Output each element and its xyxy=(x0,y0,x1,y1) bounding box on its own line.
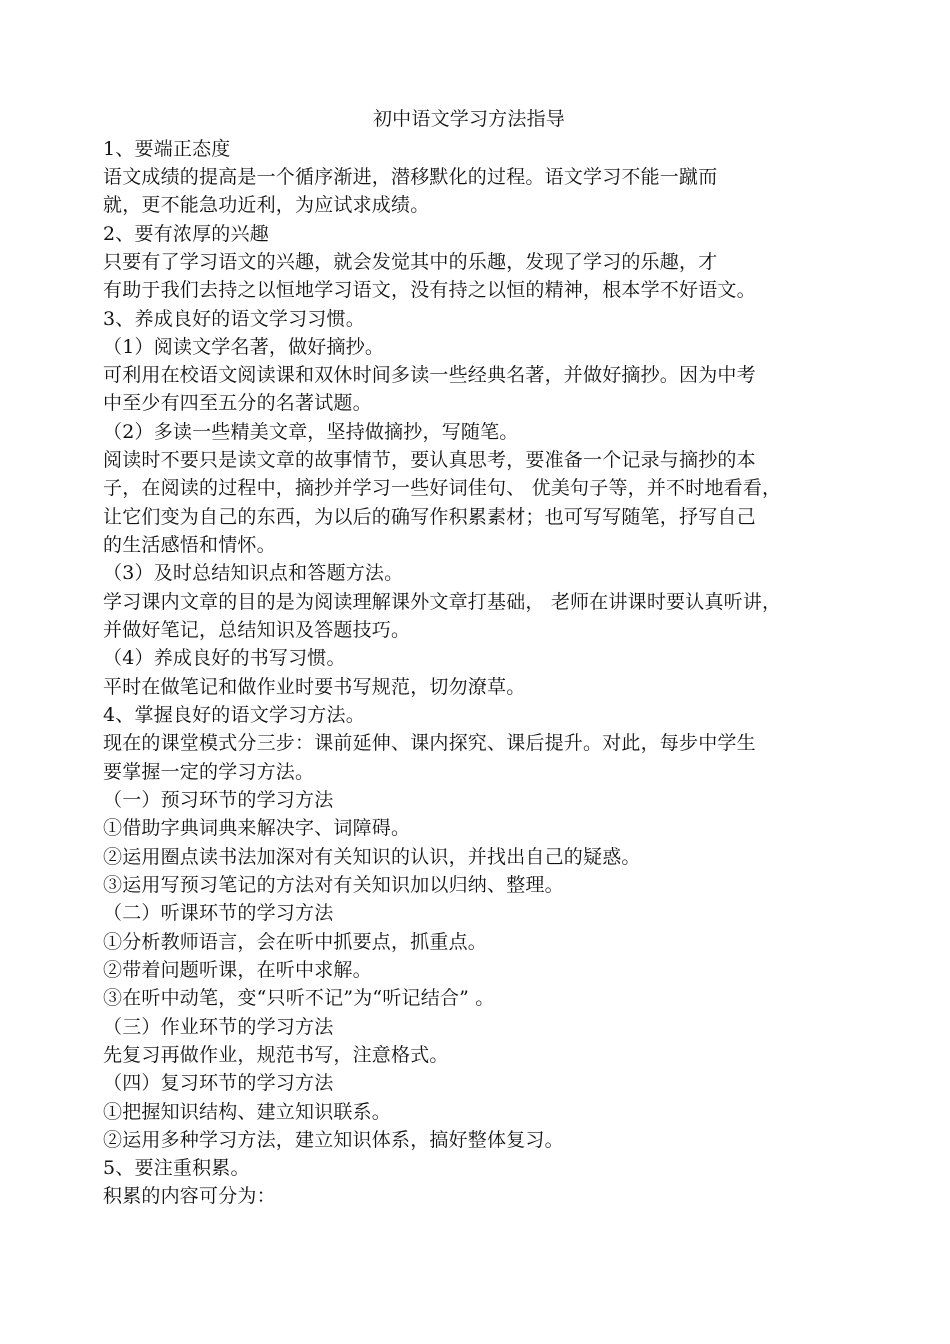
subheading: （3）及时总结知识点和答题方法。 xyxy=(103,562,404,584)
list-item: ③在听中动笔，变“只听不记”为“听记结合” 。 xyxy=(103,987,495,1009)
paragraph-line: 中至少有四至五分的名著试题。 xyxy=(103,392,372,414)
paragraph-line: 并做好笔记，总结知识及答题技巧。 xyxy=(103,619,411,641)
list-item: ①分析教师语言，会在听中抓要点，抓重点。 xyxy=(103,931,488,953)
paragraph-line: 阅读时不要只是读文章的故事情节，要认真思考，要准备一个记录与摘抄的本 xyxy=(103,449,756,471)
list-item: ③运用写预习笔记的方法对有关知识加以归纳、整理。 xyxy=(103,874,564,896)
subheading: （二）听课环节的学习方法 xyxy=(103,902,334,924)
paragraph-line: 先复习再做作业，规范书写，注意格式。 xyxy=(103,1044,449,1066)
document-title: 初中语文学习方法指导 xyxy=(372,108,565,130)
subheading: （2）多读一些精美文章，坚持做摘抄，写随笔。 xyxy=(103,421,519,443)
paragraph-line: 语文成绩的提高是一个循序渐进，潜移默化的过程。语文学习不能一蹴而 xyxy=(103,166,718,188)
paragraph-line: 只要有了学习语文的兴趣，就会发觉其中的乐趣，发现了学习的乐趣，才 xyxy=(103,251,718,273)
paragraph-line: 学习课内文章的目的是为阅读理解课外文章打基础， 老师在讲课时要认真听讲， xyxy=(103,591,782,613)
subheading: （1）阅读文学名著，做好摘抄。 xyxy=(103,336,385,358)
heading-3: 3、养成良好的语文学习习惯。 xyxy=(103,308,365,330)
list-item: ②运用圈点读书法加深对有关知识的认识，并找出自己的疑惑。 xyxy=(103,846,641,868)
paragraph-line: 积累的内容可分为： xyxy=(103,1185,276,1207)
subheading: （三）作业环节的学习方法 xyxy=(103,1016,334,1038)
paragraph-line: 子，在阅读的过程中，摘抄并学习一些好词佳句、 优美句子等，并不时地看看， xyxy=(103,477,782,499)
list-item: ①把握知识结构、建立知识联系。 xyxy=(103,1101,392,1123)
paragraph-line: 现在的课堂模式分三步：课前延伸、课内探究、课后提升。对此，每步中学生 xyxy=(103,732,756,754)
list-item: ①借助字典词典来解决字、词障碍。 xyxy=(103,817,411,839)
paragraph-line: 就，更不能急功近利，为应试求成绩。 xyxy=(103,194,430,216)
paragraph-line: 有助于我们去持之以恒地学习语文，没有持之以恒的精神，根本学不好语文。 xyxy=(103,279,756,301)
heading-4: 4、掌握良好的语文学习方法。 xyxy=(103,704,365,726)
paragraph-line: 可利用在校语文阅读课和双休时间多读一些经典名著，并做好摘抄。因为中考 xyxy=(103,364,756,386)
subheading: （4）养成良好的书写习惯。 xyxy=(103,647,346,669)
heading-5: 5、要注重积累。 xyxy=(103,1157,250,1179)
subheading: （四）复习环节的学习方法 xyxy=(103,1072,334,1094)
paragraph-line: 平时在做笔记和做作业时要书写规范，切勿潦草。 xyxy=(103,676,526,698)
heading-1: 1、要端正态度 xyxy=(103,138,231,160)
subheading: （一）预习环节的学习方法 xyxy=(103,789,334,811)
paragraph-line: 的生活感悟和情怀。 xyxy=(103,534,276,556)
paragraph-line: 让它们变为自己的东西，为以后的确写作积累素材；也可写写随笔，抒写自己 xyxy=(103,506,756,528)
list-item: ②运用多种学习方法，建立知识体系，搞好整体复习。 xyxy=(103,1129,564,1151)
heading-2: 2、要有浓厚的兴趣 xyxy=(103,223,269,245)
paragraph-line: 要掌握一定的学习方法。 xyxy=(103,761,315,783)
list-item: ②带着问题听课，在听中求解。 xyxy=(103,959,372,981)
